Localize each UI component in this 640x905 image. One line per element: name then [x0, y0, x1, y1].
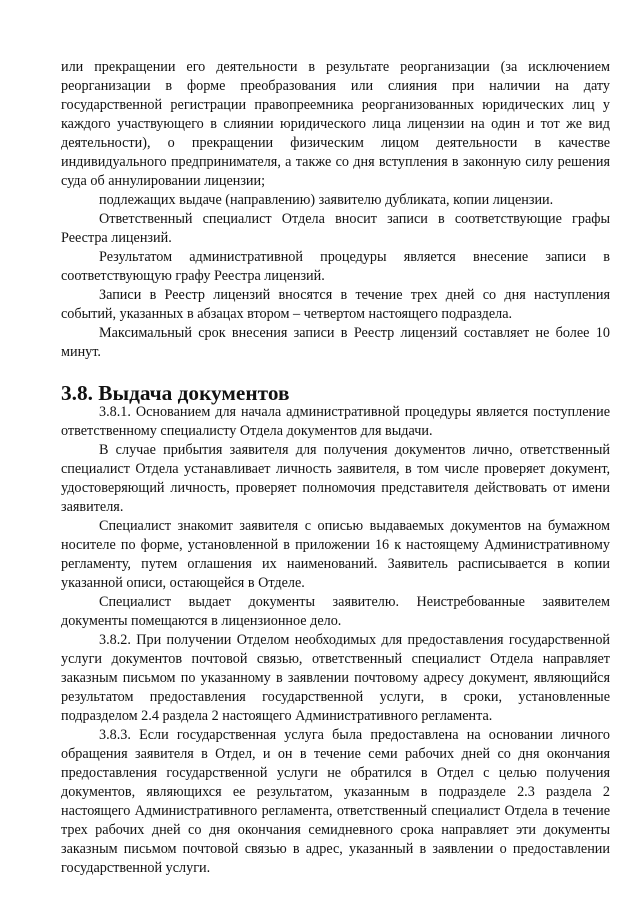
paragraph-registry-deadline: Записи в Реестр лицензий вносятся в течение трех дней со дня наступления событий, указанных в абзацах втором – четвертом настоящего подраздела. — [61, 287, 610, 322]
paragraph-document-inventory: Специалист знакомит заявителя с описью выдаваемых документов на бумажном носителе по форме, установленной в приложении 16 к настоящему Административному регламенту, путем оглашения их наименований. Заявитель расписывается в копии указанной описи, остающейся в Отделе. — [61, 518, 610, 591]
paragraph-personal-visit: В случае прибытия заявителя для получения документов лично, ответственный специалист Отдела устанавливает личность заявителя, в том числе проверяет документ, удостоверяющий личность, проверяет полномочия представителя действовать от имени заявителя. — [61, 442, 610, 515]
paragraph-max-time: Максимальный срок внесения записи в Реестр лицензий составляет не более 10 минут. — [61, 325, 610, 360]
paragraph-document-handover: Специалист выдает документы заявителю. Неистребованные заявителем документы помещаются в лицензионное дело. — [61, 594, 610, 629]
paragraph-3-8-1: 3.8.1. Основанием для начала административной процедуры является поступление ответственному специалисту Отдела документов для выдачи. — [61, 404, 610, 439]
paragraph-duplicate-issue: подлежащих выдаче (направлению) заявителю дубликата, копии лицензии. — [99, 192, 554, 208]
paragraph-continuation: или прекращении его деятельности в результате реорганизации (за исключением реорганизации в форме преобразования или слияния при наличии на дату государственной регистрации правопреемника реорганизованных юридических лиц у каждого участвующего в слиянии юридического лица лицензии на один и тот же вид деятельности), о прекращении физическим лицом деятельности в качестве индивидуального предпринимателя, а также со дня вступления в законную силу решения суда об аннулировании лицензии; — [61, 59, 610, 189]
paragraph-3-8-3: 3.8.3. Если государственная услуга была предоставлена на основании личного обращения заявителя в Отдел, и он в течение семи рабочих дней со дня окончания предоставления государственной услуги не обратился в Отдел с целью получения документов, являющихся ее результатом, указанным в подразделе 2.3 раздела 2 настоящего Административного регламента, ответственный специалист Отдела в течение трех рабочих дней со дня окончания семидневного срока направляет эти документы заказным письмом почтовой связью в адрес, указанный в заявлении о предоставлении государственной услуги. — [61, 727, 610, 876]
paragraph-procedure-result: Результатом административной процедуры является внесение записи в соответствующую графу Реестра лицензий. — [61, 249, 610, 284]
paragraph-3-8-2: 3.8.2. При получении Отделом необходимых для предоставления государственной услуги документов почтовой связью, ответственный специалист Отдела направляет заказным письмом по указанному в заявлении почтовому адресу документ, являющийся результатом предоставления государственной услуги, в сроки, установленные подразделом 2.4 раздела 2 настоящего Административного регламента. — [61, 632, 610, 724]
paragraph-registry-entry: Ответственный специалист Отдела вносит записи в соответствующие графы Реестра лицензий. — [61, 211, 610, 246]
document-page — [61, 58, 610, 878]
section-heading: 3.8. Выдача документов — [61, 381, 290, 405]
